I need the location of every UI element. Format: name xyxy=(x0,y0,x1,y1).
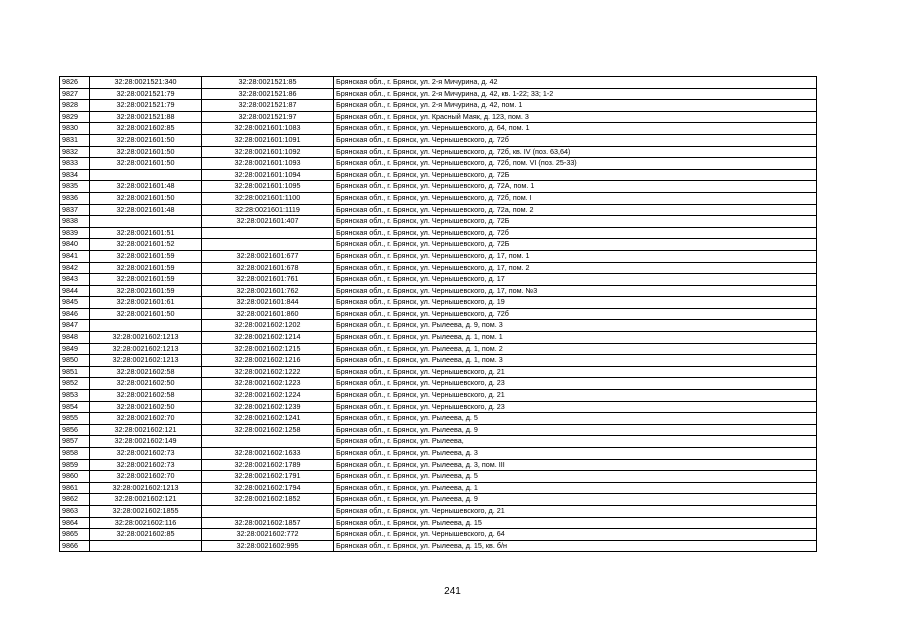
address-cell: Брянская обл., г. Брянск, ул. Рылеева, д. 15, кв. б/н xyxy=(334,540,817,552)
table-row xyxy=(60,529,817,541)
cadastral-number-cell: 32:28:0021602:1241 xyxy=(202,413,334,425)
source-cadastral-number-cell: 32:28:0021601:59 xyxy=(90,250,202,262)
row-number-cell: 9866 xyxy=(60,540,90,552)
source-cadastral-number-cell: 32:28:0021602:50 xyxy=(90,401,202,413)
address-cell: Брянская обл., г. Брянск, ул. 2-я Мичурина, д. 42, пом. 1 xyxy=(334,100,817,112)
table-row xyxy=(60,181,817,193)
cadastral-number-cell: 32:28:0021521:85 xyxy=(202,77,334,89)
source-cadastral-number-cell: 32:28:0021601:59 xyxy=(90,262,202,274)
cadastral-number-cell xyxy=(202,436,334,448)
source-cadastral-number-cell: 32:28:0021601:48 xyxy=(90,204,202,216)
table-row xyxy=(60,366,817,378)
table-row xyxy=(60,204,817,216)
cadastral-number-cell xyxy=(202,505,334,517)
cadastral-number-cell: 32:28:0021602:1258 xyxy=(202,424,334,436)
source-cadastral-number-cell: 32:28:0021602:73 xyxy=(90,459,202,471)
cadastral-number-cell: 32:28:0021521:87 xyxy=(202,100,334,112)
row-number-cell: 9844 xyxy=(60,285,90,297)
cadastral-number-cell: 32:28:0021601:1100 xyxy=(202,192,334,204)
table-row xyxy=(60,227,817,239)
table-row xyxy=(60,250,817,262)
table-row xyxy=(60,517,817,529)
address-cell: Брянская обл., г. Брянск, ул. Рылеева, д. 3, пом. III xyxy=(334,459,817,471)
table-row xyxy=(60,134,817,146)
source-cadastral-number-cell: 32:28:0021601:48 xyxy=(90,181,202,193)
source-cadastral-number-cell: 32:28:0021601:59 xyxy=(90,274,202,286)
address-cell: Брянская обл., г. Брянск, ул. Чернышевского, д. 17, пом. 2 xyxy=(334,262,817,274)
source-cadastral-number-cell xyxy=(90,169,202,181)
cadastral-number-cell: 32:28:0021601:678 xyxy=(202,262,334,274)
table-row xyxy=(60,320,817,332)
source-cadastral-number-cell: 32:28:0021602:70 xyxy=(90,471,202,483)
address-cell: Брянская обл., г. Брянск, ул. Чернышевского, д. 17, пом. №3 xyxy=(334,285,817,297)
source-cadastral-number-cell: 32:28:0021602:121 xyxy=(90,424,202,436)
address-cell: Брянская обл., г. Брянск, ул. Чернышевского, д. 72б xyxy=(334,134,817,146)
cadastral-number-cell: 32:28:0021602:1216 xyxy=(202,355,334,367)
row-number-cell: 9837 xyxy=(60,204,90,216)
address-cell: Брянская обл., г. Брянск, ул. Чернышевского, д. 72Б xyxy=(334,216,817,228)
address-cell: Брянская обл., г. Брянск, ул. Чернышевского, д. 72б, кв. IV (поз. 63,64) xyxy=(334,146,817,158)
source-cadastral-number-cell: 32:28:0021602:116 xyxy=(90,517,202,529)
address-cell: Брянская обл., г. Брянск, ул. Чернышевского, д. 21 xyxy=(334,366,817,378)
source-cadastral-number-cell: 32:28:0021602:121 xyxy=(90,494,202,506)
row-number-cell: 9843 xyxy=(60,274,90,286)
row-number-cell: 9848 xyxy=(60,332,90,344)
row-number-cell: 9826 xyxy=(60,77,90,89)
row-number-cell: 9847 xyxy=(60,320,90,332)
address-cell: Брянская обл., г. Брянск, ул. Чернышевского, д. 23 xyxy=(334,401,817,413)
address-cell: Брянская обл., г. Брянск, ул. Рылеева, д. 5 xyxy=(334,413,817,425)
table-row xyxy=(60,216,817,228)
address-cell: Брянская обл., г. Брянск, ул. Чернышевского, д. 72а, пом. 2 xyxy=(334,204,817,216)
row-number-cell: 9853 xyxy=(60,390,90,402)
source-cadastral-number-cell: 32:28:0021602:1213 xyxy=(90,482,202,494)
address-cell: Брянская обл., г. Брянск, ул. Рылеева, д. 9, пом. 3 xyxy=(334,320,817,332)
source-cadastral-number-cell: 32:28:0021601:52 xyxy=(90,239,202,251)
source-cadastral-number-cell: 32:28:0021601:61 xyxy=(90,297,202,309)
row-number-cell: 9849 xyxy=(60,343,90,355)
table-row xyxy=(60,332,817,344)
table-row xyxy=(60,158,817,170)
cadastral-number-cell: 32:28:0021601:1093 xyxy=(202,158,334,170)
row-number-cell: 9862 xyxy=(60,494,90,506)
address-cell: Брянская обл., г. Брянск, ул. Рылеева, xyxy=(334,436,817,448)
table-row xyxy=(60,378,817,390)
page-number: 241 xyxy=(444,586,461,597)
source-cadastral-number-cell: 32:28:0021521:88 xyxy=(90,111,202,123)
address-cell: Брянская обл., г. Брянск, ул. Рылеева, д. 9 xyxy=(334,424,817,436)
table-row xyxy=(60,505,817,517)
cadastral-table xyxy=(59,76,817,552)
source-cadastral-number-cell: 32:28:0021601:50 xyxy=(90,158,202,170)
address-cell: Брянская обл., г. Брянск, ул. Чернышевского, д. 72б xyxy=(334,308,817,320)
source-cadastral-number-cell: 32:28:0021602:50 xyxy=(90,378,202,390)
address-cell: Брянская обл., г. Брянск, ул. Чернышевского, д. 72Б xyxy=(334,169,817,181)
table-row xyxy=(60,239,817,251)
cadastral-number-cell: 32:28:0021602:1239 xyxy=(202,401,334,413)
table-row xyxy=(60,436,817,448)
source-cadastral-number-cell: 32:28:0021602:58 xyxy=(90,390,202,402)
cadastral-number-cell: 32:28:0021601:761 xyxy=(202,274,334,286)
address-cell: Брянская обл., г. Брянск, ул. Рылеева, д. 5 xyxy=(334,471,817,483)
row-number-cell: 9861 xyxy=(60,482,90,494)
row-number-cell: 9854 xyxy=(60,401,90,413)
source-cadastral-number-cell: 32:28:0021602:58 xyxy=(90,366,202,378)
cadastral-number-cell: 32:28:0021521:86 xyxy=(202,88,334,100)
row-number-cell: 9860 xyxy=(60,471,90,483)
row-number-cell: 9828 xyxy=(60,100,90,112)
source-cadastral-number-cell: 32:28:0021601:59 xyxy=(90,285,202,297)
cadastral-number-cell: 32:28:0021602:1202 xyxy=(202,320,334,332)
cadastral-number-cell: 32:28:0021601:844 xyxy=(202,297,334,309)
row-number-cell: 9830 xyxy=(60,123,90,135)
row-number-cell: 9863 xyxy=(60,505,90,517)
row-number-cell: 9842 xyxy=(60,262,90,274)
cadastral-number-cell: 32:28:0021601:1083 xyxy=(202,123,334,135)
address-cell: Брянская обл., г. Брянск, ул. Чернышевского, д. 64, пом. 1 xyxy=(334,123,817,135)
cadastral-number-cell: 32:28:0021601:677 xyxy=(202,250,334,262)
cadastral-number-cell: 32:28:0021602:1633 xyxy=(202,448,334,460)
address-cell: Брянская обл., г. Брянск, ул. Рылеева, д. 1, пом. 1 xyxy=(334,332,817,344)
source-cadastral-number-cell xyxy=(90,320,202,332)
cadastral-number-cell: 32:28:0021601:1095 xyxy=(202,181,334,193)
address-cell: Брянская обл., г. Брянск, ул. Чернышевского, д. 72б xyxy=(334,227,817,239)
cadastral-number-cell: 32:28:0021602:1223 xyxy=(202,378,334,390)
cadastral-number-cell: 32:28:0021602:1215 xyxy=(202,343,334,355)
source-cadastral-number-cell: 32:28:0021602:149 xyxy=(90,436,202,448)
source-cadastral-number-cell: 32:28:0021521:79 xyxy=(90,100,202,112)
table-row xyxy=(60,297,817,309)
row-number-cell: 9857 xyxy=(60,436,90,448)
table-row xyxy=(60,424,817,436)
table-row xyxy=(60,471,817,483)
cadastral-number-cell: 32:28:0021602:1789 xyxy=(202,459,334,471)
cadastral-table-body xyxy=(60,77,817,552)
address-cell: Брянская обл., г. Брянск, ул. Чернышевского, д. 17 xyxy=(334,274,817,286)
address-cell: Брянская обл., г. Брянск, ул. Рылеева, д. 1, пом. 3 xyxy=(334,355,817,367)
row-number-cell: 9841 xyxy=(60,250,90,262)
source-cadastral-number-cell: 32:28:0021601:50 xyxy=(90,146,202,158)
row-number-cell: 9850 xyxy=(60,355,90,367)
row-number-cell: 9833 xyxy=(60,158,90,170)
source-cadastral-number-cell: 32:28:0021602:1213 xyxy=(90,355,202,367)
source-cadastral-number-cell: 32:28:0021602:1213 xyxy=(90,343,202,355)
source-cadastral-number-cell xyxy=(90,216,202,228)
table-row xyxy=(60,448,817,460)
table-row xyxy=(60,274,817,286)
row-number-cell: 9846 xyxy=(60,308,90,320)
address-cell: Брянская обл., г. Брянск, ул. Рылеева, д. 15 xyxy=(334,517,817,529)
address-cell: Брянская обл., г. Брянск, ул. Чернышевского, д. 21 xyxy=(334,505,817,517)
source-cadastral-number-cell: 32:28:0021602:85 xyxy=(90,123,202,135)
table-row xyxy=(60,100,817,112)
row-number-cell: 9829 xyxy=(60,111,90,123)
source-cadastral-number-cell: 32:28:0021602:73 xyxy=(90,448,202,460)
table-row xyxy=(60,169,817,181)
row-number-cell: 9840 xyxy=(60,239,90,251)
table-row xyxy=(60,540,817,552)
source-cadastral-number-cell xyxy=(90,540,202,552)
row-number-cell: 9832 xyxy=(60,146,90,158)
row-number-cell: 9852 xyxy=(60,378,90,390)
row-number-cell: 9859 xyxy=(60,459,90,471)
cadastral-number-cell: 32:28:0021601:762 xyxy=(202,285,334,297)
source-cadastral-number-cell: 32:28:0021601:50 xyxy=(90,134,202,146)
address-cell: Брянская обл., г. Брянск, ул. Чернышевского, д. 23 xyxy=(334,378,817,390)
source-cadastral-number-cell: 32:28:0021601:50 xyxy=(90,192,202,204)
table-row xyxy=(60,111,817,123)
address-cell: Брянская обл., г. Брянск, ул. Чернышевского, д. 72б, пом. I xyxy=(334,192,817,204)
cadastral-number-cell: 32:28:0021602:1222 xyxy=(202,366,334,378)
cadastral-number-cell: 32:28:0021602:1852 xyxy=(202,494,334,506)
address-cell: Брянская обл., г. Брянск, ул. Красный Маяк, д. 123, пом. 3 xyxy=(334,111,817,123)
cadastral-number-cell xyxy=(202,239,334,251)
cadastral-number-cell: 32:28:0021602:772 xyxy=(202,529,334,541)
address-cell: Брянская обл., г. Брянск, ул. Рылеева, д. 1, пом. 2 xyxy=(334,343,817,355)
table-row xyxy=(60,343,817,355)
address-cell: Брянская обл., г. Брянск, ул. Чернышевского, д. 19 xyxy=(334,297,817,309)
cadastral-number-cell: 32:28:0021521:97 xyxy=(202,111,334,123)
row-number-cell: 9834 xyxy=(60,169,90,181)
table-row xyxy=(60,77,817,89)
row-number-cell: 9827 xyxy=(60,88,90,100)
cadastral-number-cell: 32:28:0021601:1119 xyxy=(202,204,334,216)
row-number-cell: 9831 xyxy=(60,134,90,146)
table-row xyxy=(60,390,817,402)
cadastral-number-cell: 32:28:0021602:1791 xyxy=(202,471,334,483)
source-cadastral-number-cell: 32:28:0021521:79 xyxy=(90,88,202,100)
row-number-cell: 9838 xyxy=(60,216,90,228)
table-row xyxy=(60,146,817,158)
cadastral-number-cell xyxy=(202,227,334,239)
address-cell: Брянская обл., г. Брянск, ул. Чернышевского, д. 64 xyxy=(334,529,817,541)
source-cadastral-number-cell: 32:28:0021602:70 xyxy=(90,413,202,425)
address-cell: Брянская обл., г. Брянск, ул. Чернышевского, д. 17, пом. 1 xyxy=(334,250,817,262)
address-cell: Брянская обл., г. Брянск, ул. Рылеева, д. 1 xyxy=(334,482,817,494)
cadastral-number-cell: 32:28:0021602:1214 xyxy=(202,332,334,344)
cadastral-number-cell: 32:28:0021601:407 xyxy=(202,216,334,228)
row-number-cell: 9865 xyxy=(60,529,90,541)
address-cell: Брянская обл., г. Брянск, ул. 2-я Мичурина, д. 42, кв. 1-22; 33; 1-2 xyxy=(334,88,817,100)
row-number-cell: 9856 xyxy=(60,424,90,436)
source-cadastral-number-cell: 32:28:0021521:340 xyxy=(90,77,202,89)
address-cell: Брянская обл., г. Брянск, ул. 2-я Мичурина, д. 42 xyxy=(334,77,817,89)
row-number-cell: 9839 xyxy=(60,227,90,239)
source-cadastral-number-cell: 32:28:0021602:85 xyxy=(90,529,202,541)
address-cell: Брянская обл., г. Брянск, ул. Рылеева, д. 3 xyxy=(334,448,817,460)
cadastral-number-cell: 32:28:0021601:860 xyxy=(202,308,334,320)
address-cell: Брянская обл., г. Брянск, ул. Чернышевского, д. 21 xyxy=(334,390,817,402)
cadastral-number-cell: 32:28:0021602:1857 xyxy=(202,517,334,529)
address-cell: Брянская обл., г. Брянск, ул. Чернышевского, д. 72А, пом. 1 xyxy=(334,181,817,193)
row-number-cell: 9851 xyxy=(60,366,90,378)
row-number-cell: 9858 xyxy=(60,448,90,460)
table-row xyxy=(60,413,817,425)
table-row xyxy=(60,494,817,506)
row-number-cell: 9845 xyxy=(60,297,90,309)
row-number-cell: 9835 xyxy=(60,181,90,193)
row-number-cell: 9864 xyxy=(60,517,90,529)
row-number-cell: 9836 xyxy=(60,192,90,204)
table-row xyxy=(60,459,817,471)
row-number-cell: 9855 xyxy=(60,413,90,425)
address-cell: Брянская обл., г. Брянск, ул. Рылеева, д. 9 xyxy=(334,494,817,506)
cadastral-number-cell: 32:28:0021601:1094 xyxy=(202,169,334,181)
source-cadastral-number-cell: 32:28:0021601:51 xyxy=(90,227,202,239)
cadastral-number-cell: 32:28:0021601:1091 xyxy=(202,134,334,146)
table-row xyxy=(60,482,817,494)
cadastral-number-cell: 32:28:0021602:1794 xyxy=(202,482,334,494)
table-row xyxy=(60,355,817,367)
source-cadastral-number-cell: 32:28:0021601:50 xyxy=(90,308,202,320)
source-cadastral-number-cell: 32:28:0021602:1213 xyxy=(90,332,202,344)
table-row xyxy=(60,285,817,297)
table-row xyxy=(60,401,817,413)
address-cell: Брянская обл., г. Брянск, ул. Чернышевского, д. 72б, пом. VI (поз. 25-33) xyxy=(334,158,817,170)
table-row xyxy=(60,192,817,204)
table-row xyxy=(60,262,817,274)
table-row xyxy=(60,123,817,135)
address-cell: Брянская обл., г. Брянск, ул. Чернышевского, д. 72Б xyxy=(334,239,817,251)
cadastral-number-cell: 32:28:0021602:1224 xyxy=(202,390,334,402)
table-row xyxy=(60,308,817,320)
source-cadastral-number-cell: 32:28:0021602:1855 xyxy=(90,505,202,517)
table-row xyxy=(60,88,817,100)
cadastral-number-cell: 32:28:0021601:1092 xyxy=(202,146,334,158)
cadastral-number-cell: 32:28:0021602:995 xyxy=(202,540,334,552)
